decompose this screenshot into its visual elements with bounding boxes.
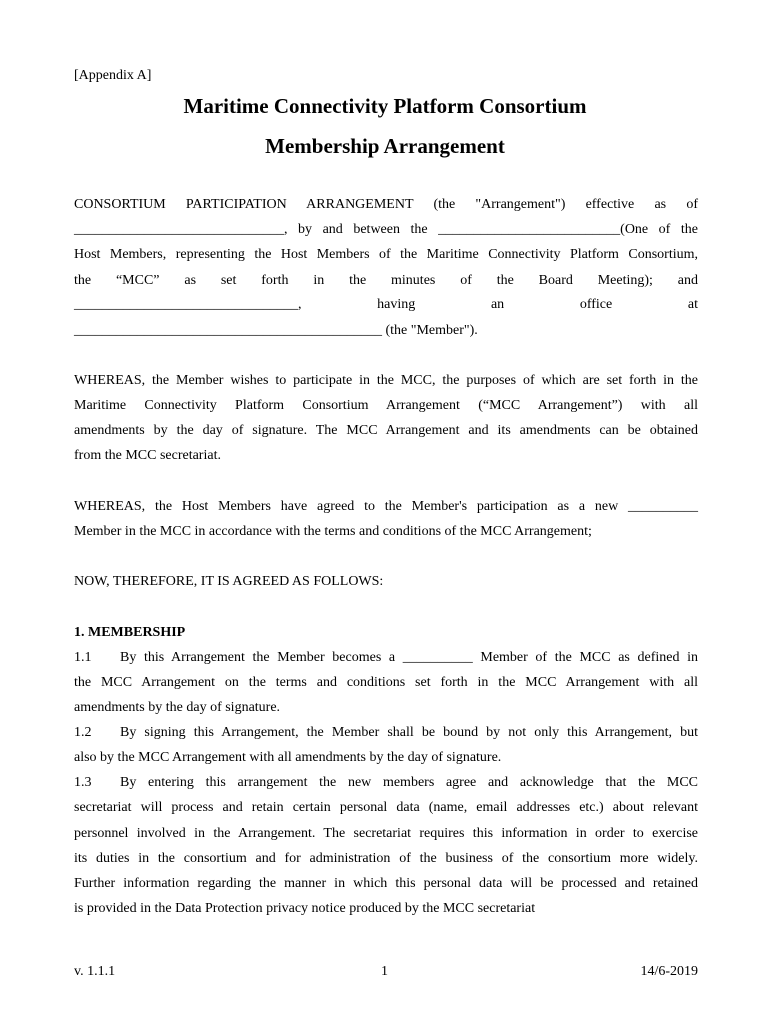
clause-text: its duties in the consortium and for administration of the business of the consortium more widely. [74, 851, 698, 866]
intro-line: ____________________________________________ (the "Member"). [74, 323, 478, 338]
clause-text: also by the MCC Arrangement with all amendments by the day of signature. [74, 750, 502, 765]
footer-version: v. 1.1.1 [74, 964, 116, 979]
clause-text: By entering this arrangement the new members agree and acknowledge that the MCC [120, 775, 698, 790]
clause-number: 1.2 [74, 725, 92, 740]
clause-text: amendments by the day of signature. [74, 700, 281, 715]
section-heading: 1. MEMBERSHIP [74, 625, 186, 640]
document-title: Maritime Connectivity Platform Consortium [183, 94, 587, 118]
clause-text: is provided in the Data Protection privacy notice produced by the MCC secretariat [74, 901, 536, 916]
clause [74, 645, 698, 670]
clause [74, 720, 698, 745]
clause-text: By this Arrangement the Member becomes a __________ Member of the MCC as defined in [120, 650, 698, 665]
footer-date: 14/6-2019 [640, 964, 698, 979]
clause-text: secretariat will process and retain certain personal data (name, email addresses etc.) about relevant [74, 800, 698, 815]
clause-number: 1.1 [74, 650, 92, 665]
appendix-label: [Appendix A] [74, 68, 152, 83]
footer-page-number: 1 [381, 964, 388, 979]
whereas-line: Maritime Connectivity Platform Consortium Arrangement (“MCC Arrangement”) with all [74, 398, 698, 413]
clause-text: personnel involved in the Arrangement. The secretariat requires this information in order to exercise [74, 826, 698, 841]
clause-text: the MCC Arrangement on the terms and conditions set forth in the MCC Arrangement with all [74, 675, 698, 690]
intro-line: Host Members, representing the Host Members of the Maritime Connectivity Platform Consortium, [74, 247, 698, 262]
whereas-line: Member in the MCC in accordance with the terms and conditions of the MCC Arrangement; [74, 524, 592, 539]
intro-line: ______________________________, by and between the __________________________(One of the [74, 222, 698, 237]
clause-text: Further information regarding the manner in which this personal data will be processed and retained [74, 876, 698, 891]
intro-line: the “MCC” as set forth in the minutes of the Board Meeting); and [74, 273, 698, 288]
now-therefore: NOW, THEREFORE, IT IS AGREED AS FOLLOWS: [74, 574, 384, 589]
whereas-line: from the MCC secretariat. [74, 448, 221, 463]
whereas-line: WHEREAS, the Member wishes to participate in the MCC, the purposes of which are set forth in the [74, 373, 698, 388]
whereas-line: amendments by the day of signature. The MCC Arrangement and its amendments can be obtained [74, 423, 698, 438]
intro-line: CONSORTIUM PARTICIPATION ARRANGEMENT (the "Arrangement") effective as of [74, 197, 698, 212]
whereas-line: WHEREAS, the Host Members have agreed to the Member's participation as a new __________ [74, 499, 698, 514]
clause [74, 770, 698, 795]
clause-number: 1.3 [74, 775, 92, 790]
document-subtitle: Membership Arrangement [265, 134, 505, 158]
intro-line: ________________________________, having an office at [74, 297, 698, 312]
clause-text: By signing this Arrangement, the Member shall be bound by not only this Arrangement, but [120, 725, 698, 740]
